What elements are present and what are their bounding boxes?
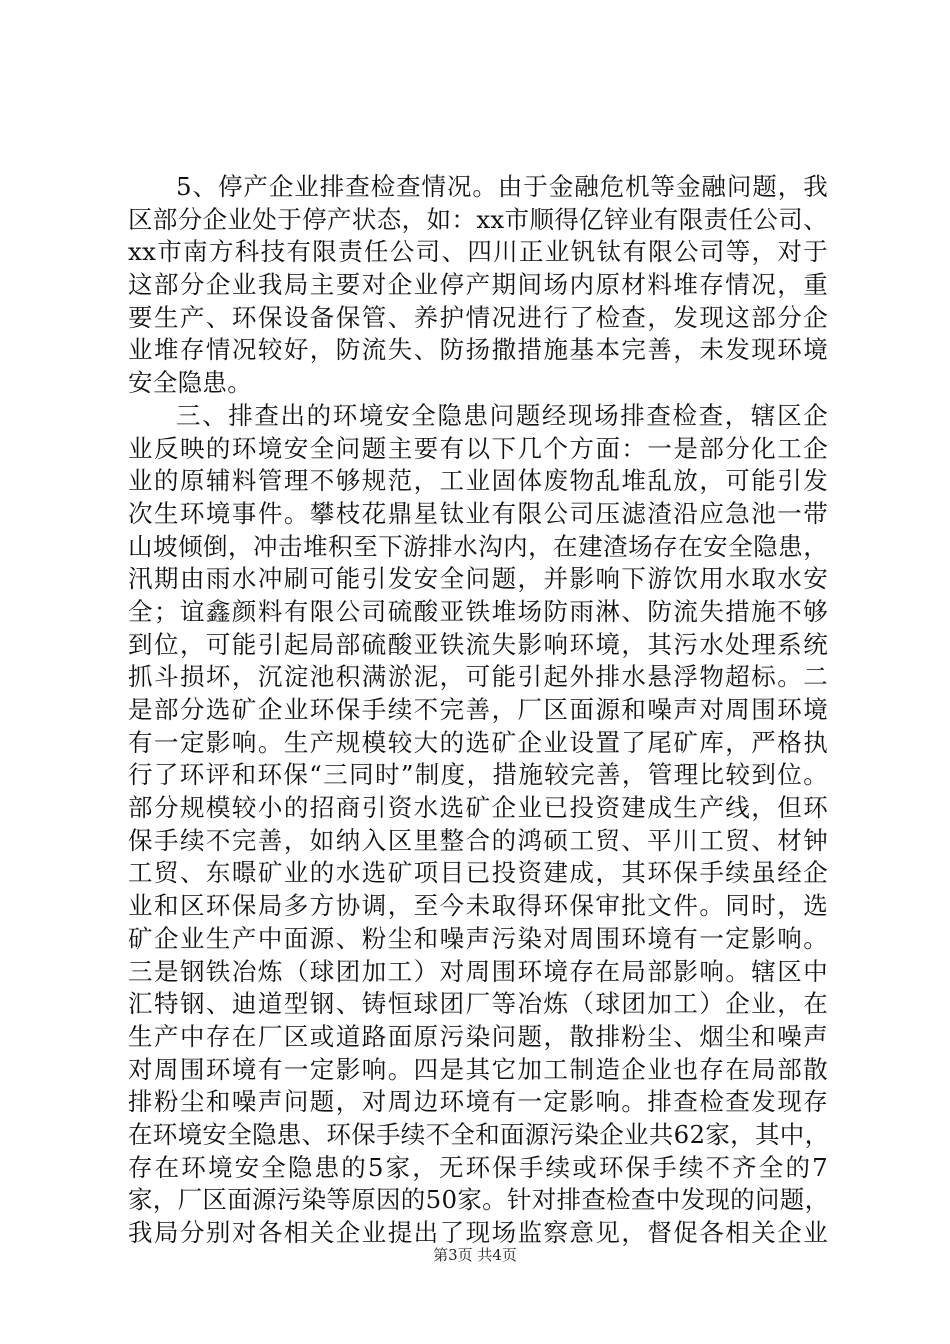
text-line: 我局分别对各相关企业提出了现场监察意见，督促各相关企业 [128, 1218, 828, 1247]
text-line: 生产中存在厂区或道路面原污染问题，散排粉尘、烟尘和噪声 [128, 1021, 828, 1051]
text-line: 存在环境安全隐患的5家，无环保手续或环保手续不齐全的7 [128, 1152, 828, 1182]
text-line: 山坡倾倒，冲击堆积至下游排水沟内，在建渣场存在安全隐患， [128, 531, 828, 561]
text-line: 要生产、环保设备保管、养护情况进行了检查，发现这部分企 [128, 302, 828, 332]
text-line: 对周围环境有一定影响。四是其它加工制造企业也存在局部散 [128, 1054, 828, 1084]
text-line: 业和区环保局多方协调，至今未取得环保审批文件。同时，选 [128, 891, 828, 921]
text-line: 到位，可能引起局部硫酸亚铁流失影响环境，其污水处理系统 [128, 629, 828, 659]
text-line: xx市南方科技有限责任公司、四川正业钒钛有限公司等，对于 [128, 237, 828, 267]
paragraph-stopped-enterprises [128, 171, 828, 400]
page-number-footer: 第3页 共4页 [433, 1246, 517, 1264]
text-line: 区部分企业处于停产状态，如：xx市顺得亿锌业有限责任公司、 [128, 204, 828, 234]
text-line: 全；谊鑫颜料有限公司硫酸亚铁堆场防雨淋、防流失措施不够 [128, 596, 828, 626]
text-line: 排粉尘和噪声问题，对周边环境有一定影响。排查检查发现存 [128, 1087, 828, 1117]
text-line: 业的原辅料管理不够规范，工业固体废物乱堆乱放，可能引发 [128, 466, 828, 496]
text-line: 次生环境事件。攀枝花鼎星钛业有限公司压滤渣沿应急池一带 [128, 498, 828, 528]
text-line: 保手续不完善，如纳入区里整合的鸿硕工贸、平川工贸、材钟 [128, 825, 828, 855]
text-line: 行了环评和环保“三同时”制度，措施较完善，管理比较到位。 [128, 760, 828, 790]
paragraph-hazard-issues [128, 400, 828, 1250]
text-line: 工贸、东暻矿业的水选矿项目已投资建成，其环保手续虽经企 [128, 858, 828, 888]
text-line: 汇特钢、迪道型钢、铸恒球团厂等冶炼（球团加工）企业，在 [128, 989, 828, 1019]
text-line: 三是钢铁冶炼（球团加工）对周围环境存在局部影响。辖区中 [128, 956, 828, 986]
text-line: 是部分选矿企业环保手续不完善，厂区面源和噪声对周围环境 [128, 695, 828, 724]
text-line: 部分规模较小的招商引资水选矿企业已投资建成生产线，但环 [128, 793, 828, 823]
text-line: 业堆存情况较好，防流失、防扬撒措施基本完善，未发现环境 [128, 335, 828, 365]
text-line: 抓斗损坏，沉淀池积满淤泥，可能引起外排水悬浮物超标。二 [128, 662, 828, 692]
text-line: 安全隐患。 [128, 368, 252, 398]
text-line: 三、排查出的环境安全隐患问题经现场排查检查，辖区企 [176, 400, 828, 430]
document-body [128, 171, 828, 1250]
text-line: 在环境安全隐患、环保手续不全和面源污染企业共62家，其中， [128, 1119, 830, 1149]
text-line: 有一定影响。生产规模较大的选矿企业设置了尾矿库，严格执 [128, 727, 828, 757]
text-line: 汛期由雨水冲刷可能引发安全问题，并影响下游饮用水取水安 [128, 564, 828, 594]
text-line: 这部分企业我局主要对企业停产期间场内原材料堆存情况，重 [128, 270, 828, 300]
text-line: 业反映的环境安全问题主要有以下几个方面：一是部分化工企 [128, 433, 828, 463]
text-line: 5、停产企业排查检查情况。由于金融危机等金融问题，我 [176, 172, 828, 201]
text-line: 家，厂区面源污染等原因的50家。针对排查检查中发现的问题， [128, 1185, 830, 1215]
text-line: 矿企业生产中面源、粉尘和噪声污染对周围环境有一定影响。 [128, 923, 828, 953]
